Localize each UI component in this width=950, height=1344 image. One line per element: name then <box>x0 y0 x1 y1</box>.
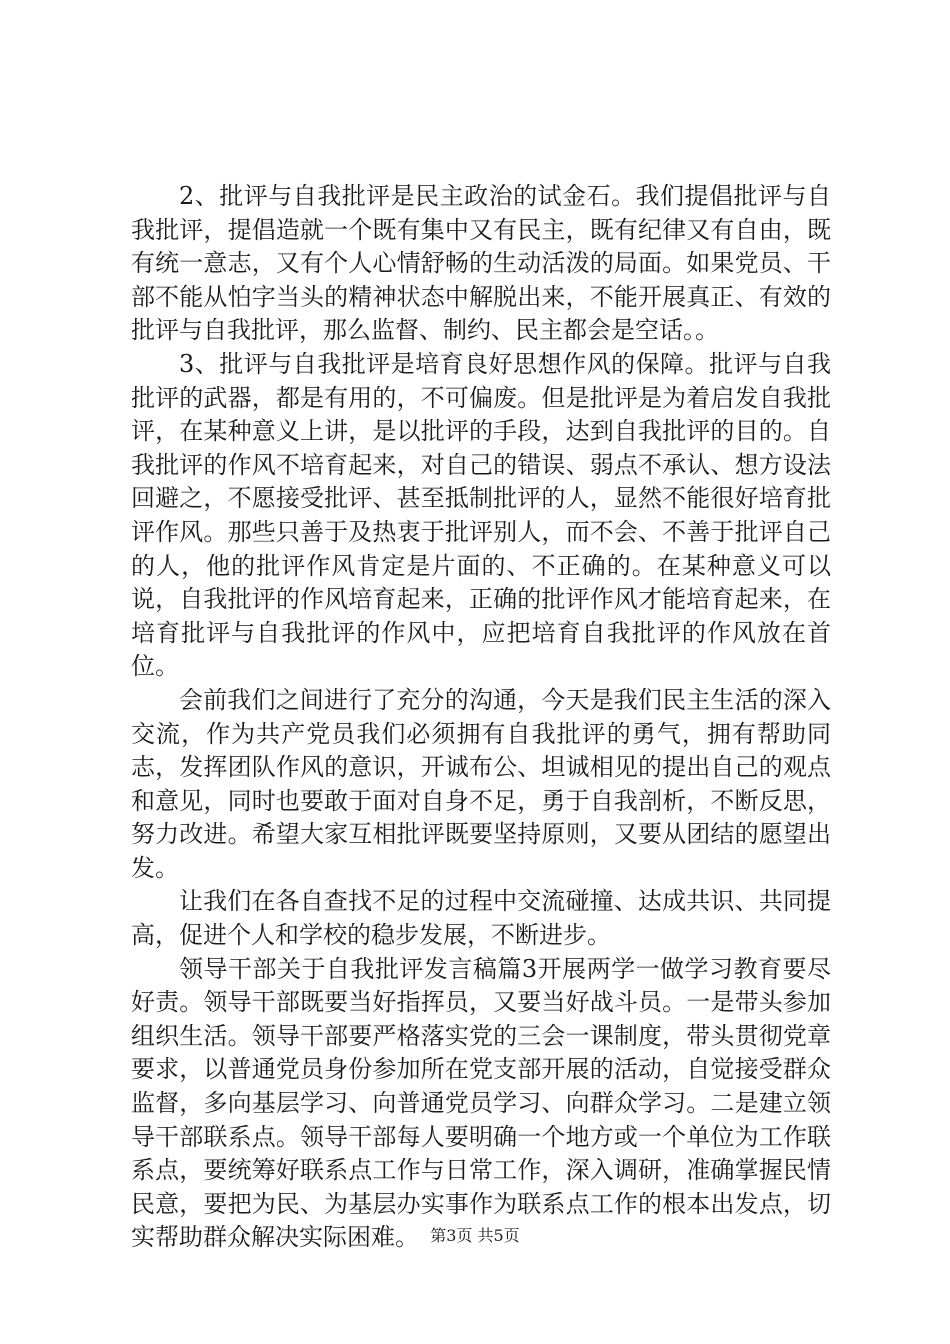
paragraph-2-democracy: 2、批评与自我批评是民主政治的试金石。我们提倡批评与自我批评，提倡造就一个既有集中又有民主，既有纪律又有自由，既有统一意志，又有个人心情舒畅的生动活泼的局面。如果党员、干部不能从怕字当头的精神状态中解脱出来，不能开展真正、有效的批评与自我批评，那么监督、制约、民主都会是空话。。 <box>131 182 831 345</box>
paragraph-leadership-responsibility: 领导干部关于自我批评发言稿篇3开展两学一做学习教育要尽好责。领导干部既要当好指挥员，又要当好战斗员。一是带头参加组织生活。领导干部要严格落实党的三会一课制度，带头贯彻党章要求，以普通党员身份参加所在党支部开展的活动，自觉接受群众监督，多向基层学习、向普通党员学习、向群众学习。二是建立领导干部联系点。领导干部每人要明确一个地方或一个单位为工作联系点，要统筹好联系点工作与日常工作，深入调研，准确掌握民情民意，要把为民、为基层办实事作为联系点工作的根本出发点，切实帮助群众解决实际困难。 <box>131 954 831 1252</box>
page-number-footer: 第3页 共5页 <box>430 1226 520 1245</box>
paragraph-common-progress: 让我们在各自查找不足的过程中交流碰撞、达成共识、共同提高，促进个人和学校的稳步发展，不断进步。 <box>131 887 831 950</box>
document-body <box>131 180 831 1255</box>
paragraph-3-thought-style: 3、批评与自我批评是培育良好思想作风的保障。批评与自我批评的武器，都是有用的，不可偏废。但是批评是为着启发自我批评，在某种意义上讲，是以批评的手段，达到自我批评的目的。自我批评的作风不培育起来，对自己的错误、弱点不承认、想方设法回避之，不愿接受批评、甚至抵制批评的人，显然不能很好培育批评作风。那些只善于及热衷于批评别人，而不会、不善于批评自己的人，他的批评作风肯定是片面的、不正确的。在某种意义可以说，自我批评的作风培育起来，正确的批评作风才能培育起来，在培育批评与自我批评的作风中，应把培育自我批评的作风放在首位。 <box>131 349 831 681</box>
paragraph-meeting-communication: 会前我们之间进行了充分的沟通，今天是我们民主生活的深入交流，作为共产党员我们必须拥有自我批评的勇气，拥有帮助同志，发挥团队作风的意识，开诚布公、坦诚相见的提出自己的观点和意见，同时也要敢于面对自身不足，勇于自我剖析，不断反思，努力改进。希望大家互相批评既要坚持原则，又要从团结的愿望出发。 <box>131 685 831 882</box>
